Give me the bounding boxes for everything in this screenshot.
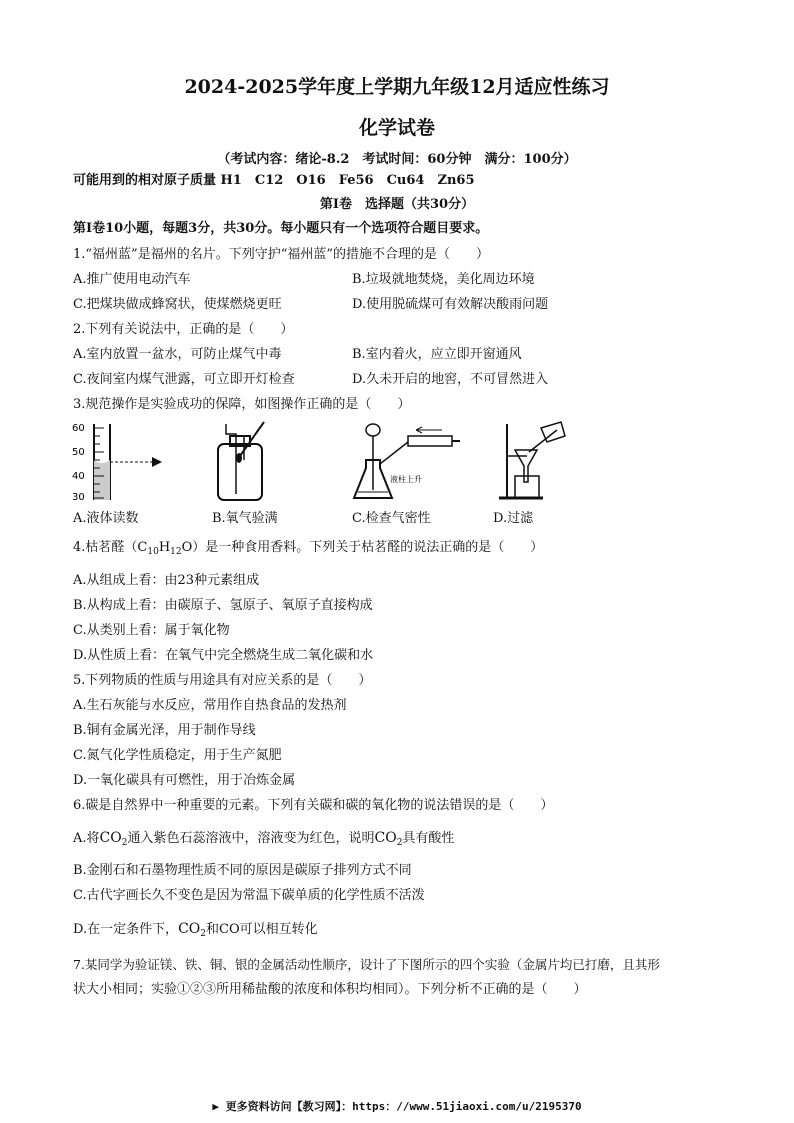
q4-stem <box>73 539 543 561</box>
q1-option-c: C.把煤块做成蜂窝状，使煤燃烧更旺 <box>73 297 282 312</box>
co2-formula: CO <box>178 921 201 937</box>
tick-50: 50 <box>72 447 85 458</box>
q7-stem-line1: 7.某同学为验证镁、铁、铜、银的金属活动性顺序，设计了下图所示的四个实验（金属片均已打磨，且其形 <box>73 957 660 972</box>
eye-icon <box>152 457 162 467</box>
q3-option-b: B.氧气验满 <box>212 511 278 526</box>
q2-stem: 2.下列有关说法中，正确的是（ ） <box>73 322 294 337</box>
co2-subscript: 2 <box>121 838 128 848</box>
atomic-mass-line: 可能用到的相对原子质量 H1 C12 O16 Fe56 Cu64 Zn65 <box>73 173 475 188</box>
q5-option-a: A.生石灰能与水反应，常用作自热食品的发热剂 <box>73 698 347 713</box>
q7-stem-line2: 状大小相同；实验①②③所用稀盐酸的浓度和体积均相同）。下列分析不正确的是（ ） <box>73 982 587 997</box>
co2-formula: CO <box>99 830 122 846</box>
tick-30: 30 <box>72 492 85 502</box>
tick-60: 60 <box>72 423 85 434</box>
q4-option-c: C.从类别上看：属于氧化物 <box>73 623 230 638</box>
formula-h-count: 12 <box>170 547 182 557</box>
q6-d-post: 和CO可以相互转化 <box>206 922 318 937</box>
syringe-label: 液柱上升 <box>390 475 422 484</box>
q3-option-a: A.液体读数 <box>73 511 139 526</box>
syringe <box>408 436 452 446</box>
q1-option-a: A.推广使用电动汽车 <box>73 272 191 287</box>
inlet-tube <box>226 424 236 494</box>
funnel-bulb <box>366 424 380 436</box>
formula-o: O <box>181 540 193 555</box>
q4-option-a: A.从组成上看：由23种元素组成 <box>73 573 260 588</box>
formula-h: H <box>158 540 171 555</box>
q2-option-b: B.室内着火，应立即开窗通风 <box>352 347 522 362</box>
q6-option-b: B.金刚石和石墨物理性质不同的原因是碳原子排列方式不同 <box>73 863 412 878</box>
section-title: 第Ⅰ卷 选择题（共30分） <box>319 197 475 212</box>
q5-option-b: B.铜有金属光泽，用于制作导线 <box>73 723 256 738</box>
q3-option-d: D.过滤 <box>493 511 534 526</box>
q1-option-d: D.使用脱硫煤可有效解决酸雨问题 <box>352 297 549 312</box>
q1-stem: 1.“福州蓝”是福州的名片。下列守护“福州蓝”的措施不合理的是（ ） <box>73 247 489 262</box>
q4-stem-pre: 4.枯茗醛（ <box>73 540 138 555</box>
q3-stem: 3.规范操作是实验成功的保障，如图操作正确的是（ ） <box>73 397 411 412</box>
oxygen-check-figure <box>208 420 278 502</box>
q6-option-c: C.古代字画长久不变色是因为常温下碳单质的化学性质不活泼 <box>73 888 425 903</box>
exam-subtitle: 化学试卷 <box>358 117 435 139</box>
q5-option-c: C.氮气化学性质稳定，用于生产氮肥 <box>73 748 282 763</box>
q5-option-d: D.一氧化碳具有可燃性，用于冶炼金属 <box>73 773 296 788</box>
q6-d-pre: D.在一定条件下， <box>73 922 179 937</box>
co2-subscript: 2 <box>396 838 403 848</box>
side-tube <box>380 442 408 464</box>
gas-bottle <box>218 444 262 500</box>
filtration-figure <box>495 420 575 502</box>
cylinder-reading-figure <box>70 420 170 502</box>
q4-option-d: D.从性质上看：在氧气中完全燃烧生成二氧化碳和水 <box>73 648 374 663</box>
q6-a-post: 具有酸性 <box>402 831 455 846</box>
formula-c: C <box>137 540 148 555</box>
airtightness-figure <box>352 420 462 502</box>
exam-info: （考试内容：绪论-8.2 考试时间：60分钟 满分：100分） <box>217 152 577 167</box>
footer-link[interactable]: ▶ 更多资料访问【教习网】：https：//www.51jiaoxi.com/u/2195370 <box>212 1100 582 1113</box>
q6-option-d <box>73 920 318 943</box>
formula-c-count: 10 <box>147 547 159 557</box>
q2-option-d: D.久未开启的地窖，不可冒然进入 <box>352 372 549 387</box>
q2-option-a: A.室内放置一盆水，可防止煤气中毒 <box>73 347 282 362</box>
q6-a-pre: A.将 <box>73 831 100 846</box>
q3-option-c: C.检查气密性 <box>352 511 431 526</box>
cylinder-liquid <box>94 460 110 500</box>
glowing-tip <box>236 453 242 463</box>
filter-funnel <box>515 450 537 482</box>
push-arrow-icon <box>416 427 442 433</box>
tick-40: 40 <box>72 471 85 482</box>
q5-stem: 5.下列物质的性质与用途具有对应关系的是（ ） <box>73 673 372 688</box>
q4-stem-post: ）是一种食用香料。下列关于枯茗醛的说法正确的是（ ） <box>192 540 544 555</box>
exam-title: 2024-2025学年度上学期九年级12月适应性练习 <box>184 76 610 98</box>
beaker <box>515 476 539 498</box>
q4-option-b: B.从构成上看：由碳原子、氢原子、氧原子直接构成 <box>73 598 373 613</box>
q6-option-a <box>73 829 454 852</box>
q6-a-mid: 通入紫色石蕊溶液中，溶液变为红色，说明 <box>127 831 375 846</box>
co2-subscript: 2 <box>200 929 207 939</box>
q1-option-b: B.垃圾就地焚烧，美化周边环境 <box>352 272 535 287</box>
section-instruction: 第Ⅰ卷10小题，每题3分，共30分。每小题只有一个选项符合题目要求。 <box>73 221 489 236</box>
q2-option-c: C.夜间室内煤气泄露，可立即开灯检查 <box>73 372 295 387</box>
co2-formula: CO <box>374 830 397 846</box>
q6-stem: 6.碳是自然界中一种重要的元素。下列有关碳和碳的氧化物的说法错误的是（ ） <box>73 798 554 813</box>
